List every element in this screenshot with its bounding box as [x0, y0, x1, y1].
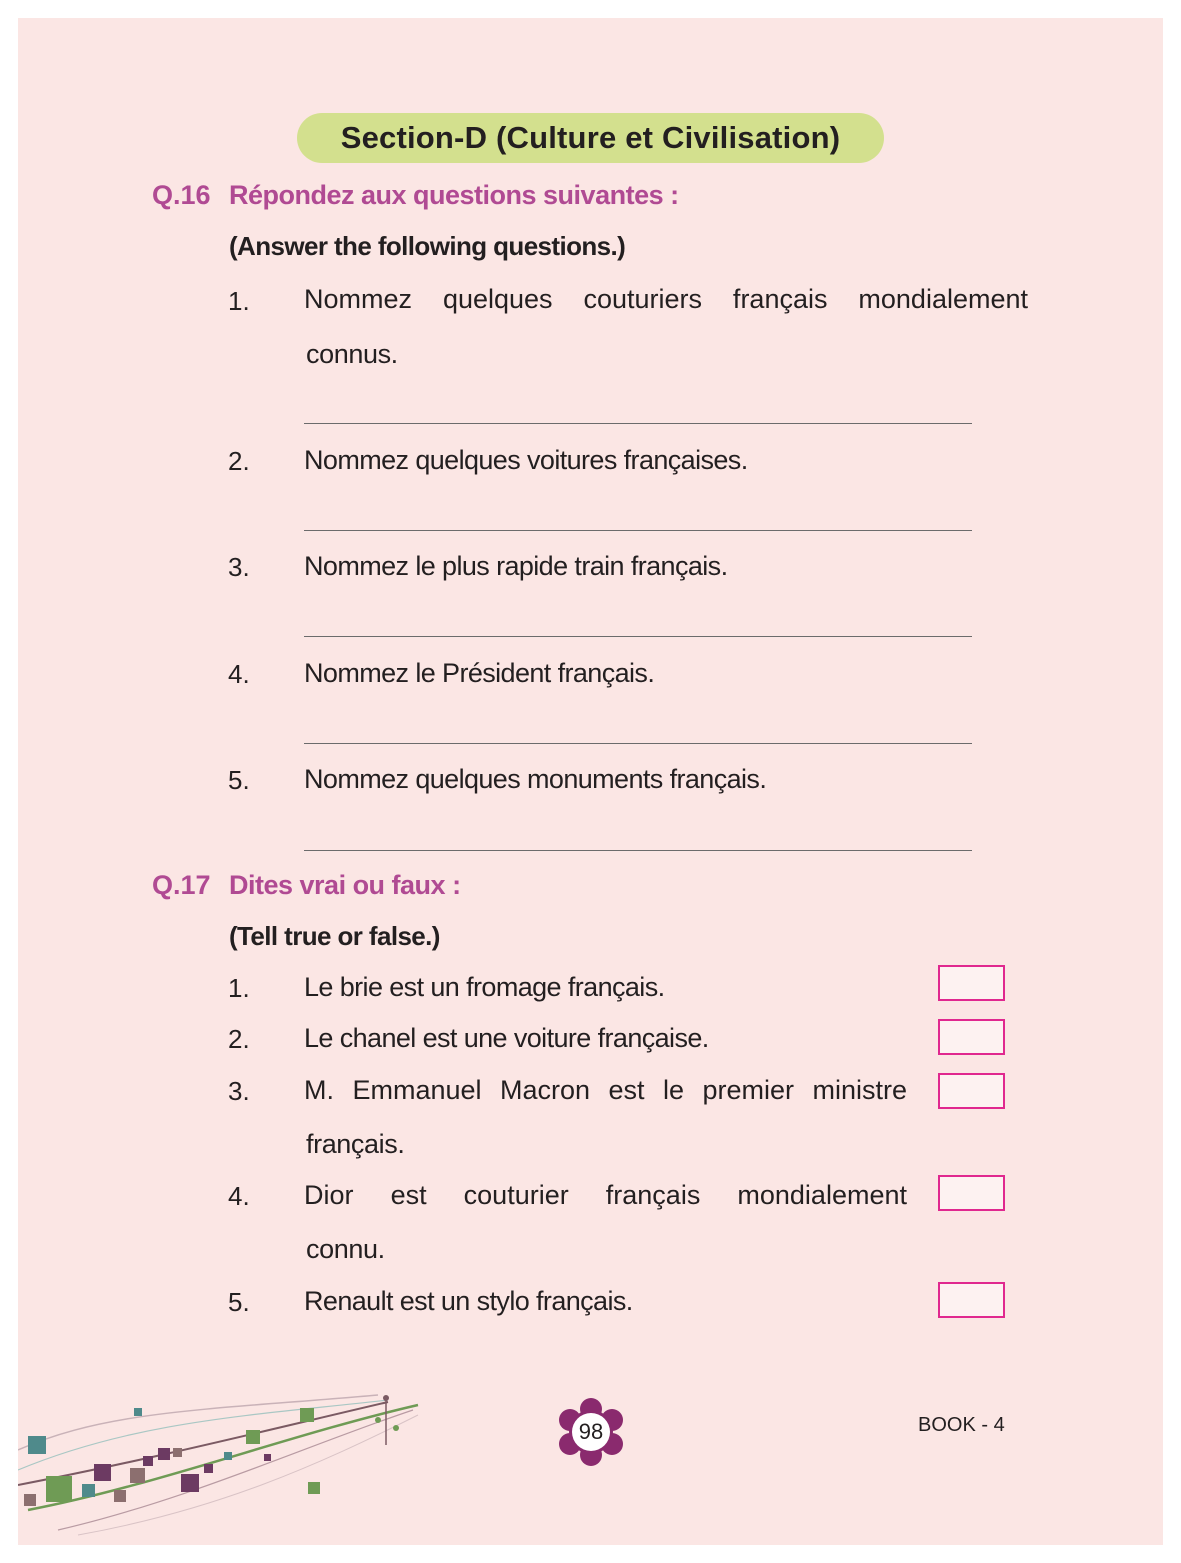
q17-item-1-text: Le brie est un fromage français. [304, 972, 665, 1002]
q17-item-3-text: M. Emmanuel Macron est le premier ministre [304, 1075, 907, 1105]
q16-item-4-text: Nommez le Président français. [304, 658, 655, 688]
q16-item-4-number: 4. [228, 659, 250, 689]
page-number-badge [556, 1398, 626, 1466]
question-17-number: Q.17 [152, 870, 211, 900]
q16-item-3-text: Nommez le plus rapide train français. [304, 551, 728, 581]
q17-item-3-number: 3. [228, 1076, 250, 1106]
q17-item-2-text: Le chanel est une voiture française. [304, 1023, 709, 1053]
q16-answer-line-4[interactable] [304, 743, 972, 744]
q16-answer-line-3[interactable] [304, 636, 972, 637]
q17-item-4-text: Dior est couturier français mondialement [304, 1180, 907, 1210]
q16-item-1-number: 1. [228, 286, 250, 316]
q17-answer-box-5[interactable] [938, 1282, 1005, 1318]
question-16-title: Répondez aux questions suivantes : [229, 180, 679, 210]
section-title: Section-D (Culture et Civilisation) [297, 113, 884, 163]
q17-item-1-number: 1. [228, 973, 250, 1003]
q17-item-5-number: 5. [228, 1287, 250, 1317]
q17-item-5-text: Renault est un stylo français. [304, 1286, 633, 1316]
q17-item-3-text-continued: français. [306, 1129, 405, 1159]
q16-answer-line-5[interactable] [304, 850, 972, 851]
q17-answer-box-1[interactable] [938, 965, 1005, 1001]
q17-item-2-number: 2. [228, 1024, 250, 1054]
decorative-swirl-squares [18, 1390, 428, 1540]
q17-answer-box-4[interactable] [938, 1175, 1005, 1211]
q17-item-4-number: 4. [228, 1181, 250, 1211]
q17-answer-box-2[interactable] [938, 1019, 1005, 1055]
q17-answer-box-3[interactable] [938, 1073, 1005, 1109]
q16-item-3-number: 3. [228, 552, 250, 582]
q16-item-1-text-continued: connus. [306, 339, 398, 369]
q16-answer-line-2[interactable] [304, 530, 972, 531]
question-17-subtitle: (Tell true or false.) [229, 921, 440, 951]
page-number: 98 [578, 1419, 604, 1444]
q16-item-5-text: Nommez quelques monuments français. [304, 764, 767, 794]
q16-item-1-text: Nommez quelques couturiers français mondialement [304, 284, 1028, 314]
book-label: BOOK - 4 [918, 1414, 1005, 1436]
question-16-number: Q.16 [152, 180, 211, 210]
question-16-subtitle: (Answer the following questions.) [229, 231, 626, 261]
q16-item-2-text: Nommez quelques voitures françaises. [304, 445, 748, 475]
q17-item-4-text-continued: connu. [306, 1234, 385, 1264]
q16-item-2-number: 2. [228, 446, 250, 476]
question-17-title: Dites vrai ou faux : [229, 870, 461, 900]
q16-item-5-number: 5. [228, 765, 250, 795]
q16-answer-line-1[interactable] [304, 423, 972, 424]
